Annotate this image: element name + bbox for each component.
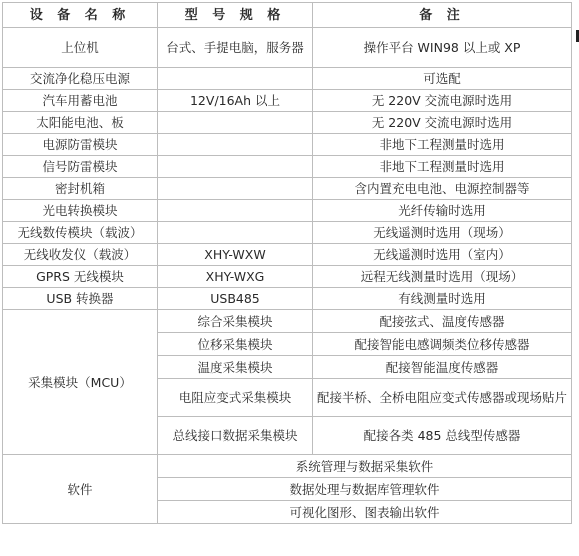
mcu-note-cell: 配接智能温度传感器 [313, 356, 572, 379]
model-cell: USB485 [158, 288, 313, 310]
model-cell [158, 200, 313, 222]
model-cell [158, 156, 313, 178]
mcu-module-cell: 电阻应变式采集模块 [158, 379, 313, 417]
model-cell: XHY-WXG [158, 266, 313, 288]
table-row [3, 288, 572, 310]
table-row [3, 156, 572, 178]
device-name-cell: 交流净化稳压电源 [3, 68, 158, 90]
model-cell [158, 134, 313, 156]
note-cell: 含内置充电电池、电源控制器等 [313, 178, 572, 200]
device-name-cell: 信号防雷模块 [3, 156, 158, 178]
table-header-row [3, 3, 572, 28]
mcu-note-cell: 配接半桥、全桥电阻应变式传感器或现场贴片 [313, 379, 572, 417]
table-row [3, 222, 572, 244]
mcu-row [3, 310, 572, 333]
equipment-table [2, 2, 572, 524]
note-cell: 操作平台 WIN98 以上或 XP [313, 28, 572, 68]
model-cell: XHY-WXW [158, 244, 313, 266]
note-cell: 无 220V 交流电源时选用 [313, 112, 572, 134]
note-cell: 无线遥测时选用（室内） [313, 244, 572, 266]
table-row [3, 90, 572, 112]
mcu-module-cell: 温度采集模块 [158, 356, 313, 379]
device-name-cell: 上位机 [3, 28, 158, 68]
model-cell: 台式、手提电脑，服务器 [158, 28, 313, 68]
note-cell: 光纤传输时选用 [313, 200, 572, 222]
mcu-note-cell: 配接各类 485 总线型传感器 [313, 417, 572, 455]
table-row [3, 200, 572, 222]
mcu-module-cell: 位移采集模块 [158, 333, 313, 356]
table-row [3, 178, 572, 200]
note-cell: 可选配 [313, 68, 572, 90]
mcu-group-name: 采集模块（MCU） [3, 310, 158, 455]
mcu-module-cell: 总线接口数据采集模块 [158, 417, 313, 455]
device-name-cell: USB 转换器 [3, 288, 158, 310]
note-cell: 无线遥测时选用（现场） [313, 222, 572, 244]
model-cell [158, 112, 313, 134]
device-name-cell: GPRS 无线模块 [3, 266, 158, 288]
device-name-cell: 光电转换模块 [3, 200, 158, 222]
note-cell: 非地下工程测量时选用 [313, 156, 572, 178]
header-model-spec: 型 号 规 格 [158, 3, 313, 28]
table-row [3, 28, 572, 68]
model-cell [158, 222, 313, 244]
mcu-note-cell: 配接弦式、温度传感器 [313, 310, 572, 333]
device-name-cell: 无线收发仪（载波） [3, 244, 158, 266]
software-item-cell: 系统管理与数据采集软件 [158, 455, 572, 478]
model-cell [158, 68, 313, 90]
header-remarks: 备 注 [313, 3, 572, 28]
model-cell [158, 178, 313, 200]
model-cell: 12V/16Ah 以上 [158, 90, 313, 112]
software-item-cell: 可视化图形、图表输出软件 [158, 501, 572, 524]
software-item-cell: 数据处理与数据库管理软件 [158, 478, 572, 501]
software-group-name: 软件 [3, 455, 158, 524]
device-name-cell: 无线数传模块（载波） [3, 222, 158, 244]
note-cell: 远程无线测量时选用（现场） [313, 266, 572, 288]
table-row [3, 112, 572, 134]
device-name-cell: 汽车用蓄电池 [3, 90, 158, 112]
device-name-cell: 密封机箱 [3, 178, 158, 200]
device-name-cell: 太阳能电池、板 [3, 112, 158, 134]
note-cell: 无 220V 交流电源时选用 [313, 90, 572, 112]
table-row [3, 244, 572, 266]
table-row [3, 134, 572, 156]
equipment-spec-sheet [2, 2, 572, 524]
software-row [3, 455, 572, 478]
header-device-name: 设 备 名 称 [3, 3, 158, 28]
note-cell: 非地下工程测量时选用 [313, 134, 572, 156]
note-cell: 有线测量时选用 [313, 288, 572, 310]
table-row [3, 266, 572, 288]
device-name-cell: 电源防雷模块 [3, 134, 158, 156]
mcu-module-cell: 综合采集模块 [158, 310, 313, 333]
table-row [3, 68, 572, 90]
mcu-note-cell: 配接智能电感调频类位移传感器 [313, 333, 572, 356]
